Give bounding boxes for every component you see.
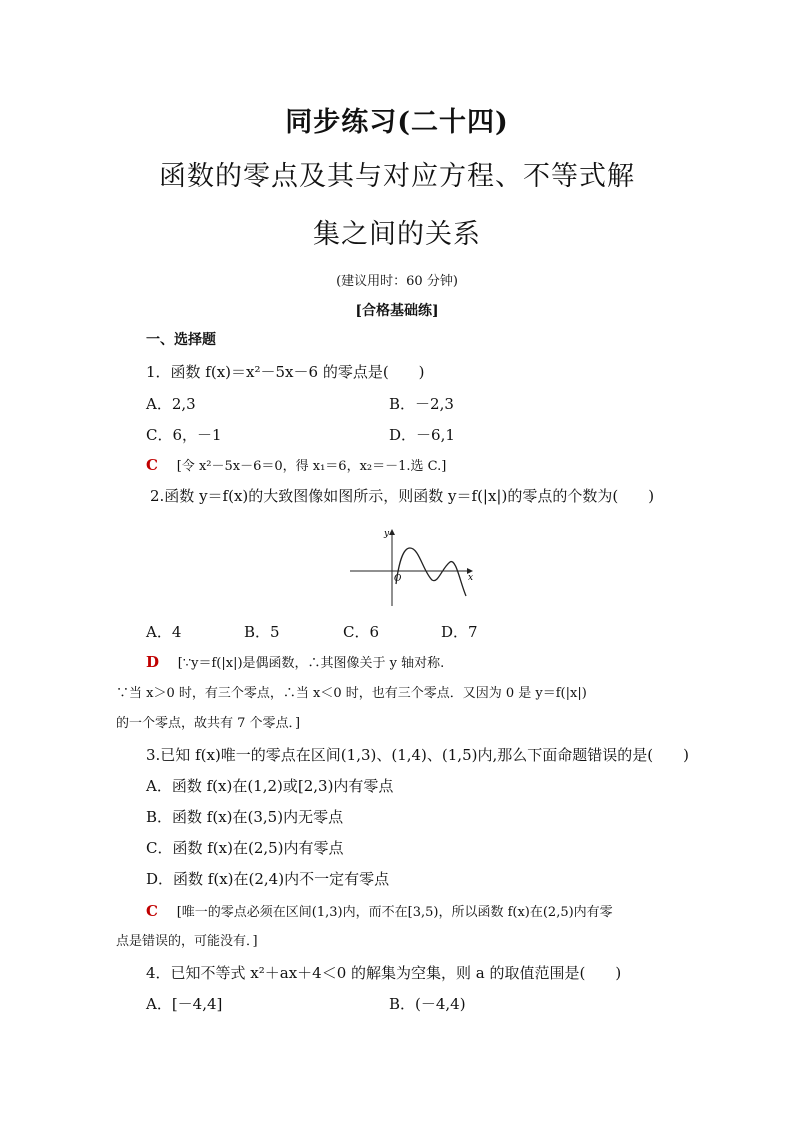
q2-option-a: A．4	[146, 623, 182, 641]
q3-solution-line-1: [唯一的零点必须在区间(1,3)内，而不在[3,5)，所以函数 f(x)在(2,5)内有零	[176, 905, 613, 920]
function-curve	[396, 548, 466, 596]
q3-option-a: A．函数 f(x)在(1,2)或[2,3)内有零点	[146, 777, 394, 795]
q2-solution	[146, 652, 444, 674]
q1-stem: 1．函数 f(x)＝x²－5x－6 的零点是( )	[146, 363, 425, 381]
q2-solution-line-2: ∵当 x＞0 时，有三个零点，∴当 x＜0 时，也有三个零点．又因为 0 是 y＝f(|x|)	[116, 686, 587, 701]
q2-option-b: B．5	[244, 623, 280, 641]
q3-option-b: B．函数 f(x)在(3,5)内无零点	[146, 808, 344, 826]
page-title: 同步练习(二十四)	[285, 107, 509, 138]
q1-solution	[146, 455, 446, 477]
function-graph	[346, 522, 480, 608]
q2-solution-line-3: 的一个零点，故共有 7 个零点．]	[116, 716, 301, 731]
q4-option-a: A．[－4,4]	[146, 995, 223, 1013]
q2-solution-line-1: [∵y＝f(|x|)是偶函数，∴其图像关于 y 轴对称.	[177, 656, 445, 671]
subtitle-line-2: 集之间的关系	[313, 219, 481, 250]
q4-stem: 4．已知不等式 x²＋ax＋4＜0 的解集为空集，则 a 的取值范围是( )	[146, 964, 622, 982]
q2-option-c: C．6	[343, 623, 380, 641]
q4-option-b: B．(－4,4)	[389, 995, 466, 1013]
q1-answer: C	[146, 456, 158, 474]
y-axis-label: y	[384, 529, 390, 539]
q1-option-d: D．－6,1	[389, 426, 455, 444]
x-axis-label: x	[468, 573, 474, 583]
q2-option-d: D．7	[441, 623, 478, 641]
section-level: [合格基础练]	[355, 303, 439, 319]
q3-option-c: C．函数 f(x)在(2,5)内有零点	[146, 839, 344, 857]
q3-stem: 3.已知 f(x)唯一的零点在区间(1,3)、(1,4)、(1,5)内,那么下面命题错误的是( )	[146, 746, 689, 764]
q3-answer: C	[146, 902, 158, 920]
q1-option-b: B．－2,3	[389, 395, 454, 413]
q3-solution-line-2: 点是错误的，可能没有．]	[116, 934, 258, 949]
q3-option-d: D．函数 f(x)在(2,4)内不一定有零点	[146, 870, 390, 888]
q2-stem: 2.函数 y＝f(x)的大致图像如图所示，则函数 y＝f(|x|)的零点的个数为( )	[150, 487, 655, 505]
section-heading: 一、选择题	[146, 332, 216, 348]
subtitle-line-1: 函数的零点及其与对应方程、不等式解	[159, 161, 635, 192]
q2-answer: D	[146, 653, 160, 671]
origin-label: O	[394, 574, 402, 584]
q1-option-c: C．6，－1	[146, 426, 222, 444]
q3-solution	[146, 901, 613, 923]
q1-option-a: A．2,3	[146, 395, 196, 413]
q1-solution-text: [令 x²－5x－6＝0，得 x₁＝6，x₂＝－1.选 C.]	[176, 459, 447, 474]
time-hint: (建议用时：60 分钟)	[336, 274, 458, 289]
